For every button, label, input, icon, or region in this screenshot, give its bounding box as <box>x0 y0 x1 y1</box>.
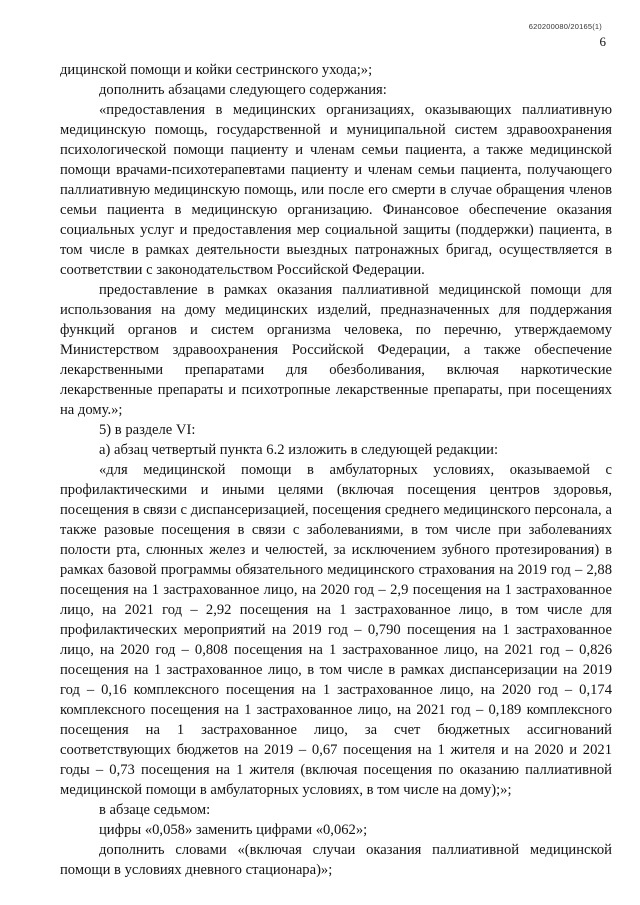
paragraph: 5) в разделе VI: <box>99 422 196 438</box>
paragraph: дополнить словами «(включая случаи оказания паллиативной медицинской помощи в условиях дневного стационара)»; <box>60 842 612 878</box>
paragraph: дицинской помощи и койки сестринского ухода;»; <box>60 62 373 78</box>
page-number: 6 <box>599 34 606 49</box>
paragraph: в абзаце седьмом: <box>99 802 211 818</box>
paragraph: а) абзац четвертый пункта 6.2 изложить в следующей редакции: <box>99 442 499 458</box>
document-id: 620200080/20165(1) <box>528 22 602 31</box>
paragraph: предоставление в рамках оказания паллиативной медицинской помощи для использования на дому медицинских изделий, предназначенных для поддержания функций органов и систем организма человека, по перечню, утверждаемому Министерством здравоохранения Российской Федерации, а также обеспечение лекарственными препаратами для обезболивания, включая наркотические лекарственные препараты и психотропные лекарственные препараты, при посещениях на дому.»; <box>60 282 612 418</box>
paragraph: «предоставления в медицинских организациях, оказывающих паллиативную медицинскую помощь, государственной и муниципальной систем здравоохранения психологической помощи пациенту и членам семьи пациента, а также медицинской помощи врачами-психотерапевтами пациенту и членам семьи пациента, получающего паллиативную медицинскую помощь, или после его смерти в случае обращения членов семьи пациента в медицинскую организацию. Финансовое обеспечение оказания социальных услуг и предоставления мер социальной защиты (поддержки) пациента, в том числе в рамках деятельности выездных патронажных бригад, осуществляется в соответствии с законодательством Российской Федерации. <box>60 102 612 278</box>
paragraph: дополнить абзацами следующего содержания: <box>99 82 387 98</box>
paragraph: цифры «0,058» заменить цифрами «0,062»; <box>99 822 368 838</box>
document-body <box>60 60 612 880</box>
paragraph: «для медицинской помощи в амбулаторных условиях, оказываемой с профилактическими и иными целями (включая посещения центров здоровья, посещения в связи с диспансеризацией, посещения среднего медицинского персонала, а также разовые посещения в связи с заболеваниями, в том числе при заболеваниях полости рта, слюнных желез и челюстей, за исключением зубного протезирования) в рамках базовой программы обязательного медицинского страхования на 2019 год – 2,88 посещения на 1 застрахованное лицо, на 2020 год – 2,9 посещения на 1 застрахованное лицо, на 2021 год – 2,92 посещения на 1 застрахованное лицо, в том числе для профилактических мероприятий на 2019 год – 0,790 посещения на 1 застрахованное лицо, на 2020 год – 0,808 посещения на 1 застрахованное лицо, на 2021 год – 0,826 посещения на 1 застрахованное лицо, в том числе в рамках диспансеризации на 2019 год – 0,16 комплексного посещения на 1 застрахованное лицо, на 2020 год – 0,174 комплексного посещения на 1 застрахованное лицо, на 2021 год – 0,189 комплексного посещения на 1 застрахованное лицо, за счет бюджетных ассигнований соответствующих бюджетов на 2019 – 0,67 посещения на 1 жителя и на 2020 и 2021 годы – 0,73 посещения на 1 жителя (включая посещения по оказанию паллиативной медицинской помощи в амбулаторных условиях, в том числе на дому);»; <box>60 462 612 798</box>
